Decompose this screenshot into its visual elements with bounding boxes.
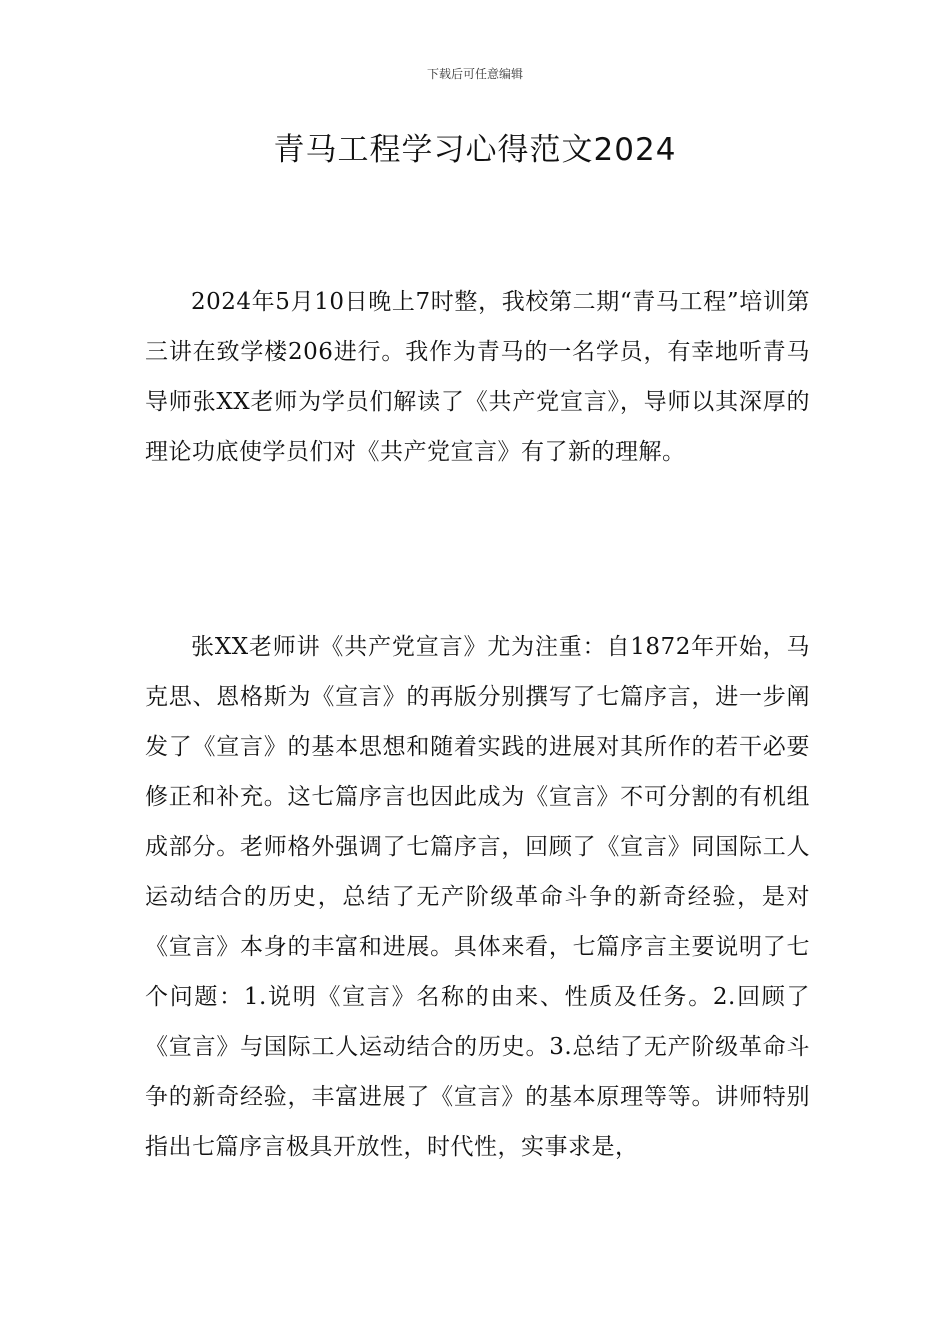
body-paragraph-2: 张XX老师讲《共产党宣言》尤为注重：自1872年开始，马克思、恩格斯为《宣言》的再版分别撰写了七篇序言，进一步阐发了《宣言》的基本思想和随着实践的进展对其所作的若干必要修正和补充。这七篇序言也因此成为《宣言》不可分割的有机组成部分。老师格外强调了七篇序言，回顾了《宣言》同国际工人运动结合的历史，总结了无产阶级革命斗争的新奇经验，是对《宣言》本身的丰富和进展。具体来看，七篇序言主要说明了七个问题：1.说明《宣言》名称的由来、性质及任务。2.回顾了《宣言》与国际工人运动结合的历史。3.总结了无产阶级革命斗争的新奇经验，丰富进展了《宣言》的基本原理等等。讲师特别指出七篇序言极具开放性，时代性，实事求是， bbox=[145, 634, 810, 1160]
body-paragraph-1: 2024年5月10日晚上7时整，我校第二期“青马工程”培训第三讲在致学楼206进行。我作为青马的一名学员，有幸地听青马导师张XX老师为学员们解读了《共产党宣言》，导师以其深厚的理论功底使学员们对《共产党宣言》有了新的理解。 bbox=[145, 289, 810, 465]
header-note: 下载后可任意编辑 bbox=[426, 67, 523, 81]
document-title: 青马工程学习心得范文2024 bbox=[273, 132, 677, 168]
